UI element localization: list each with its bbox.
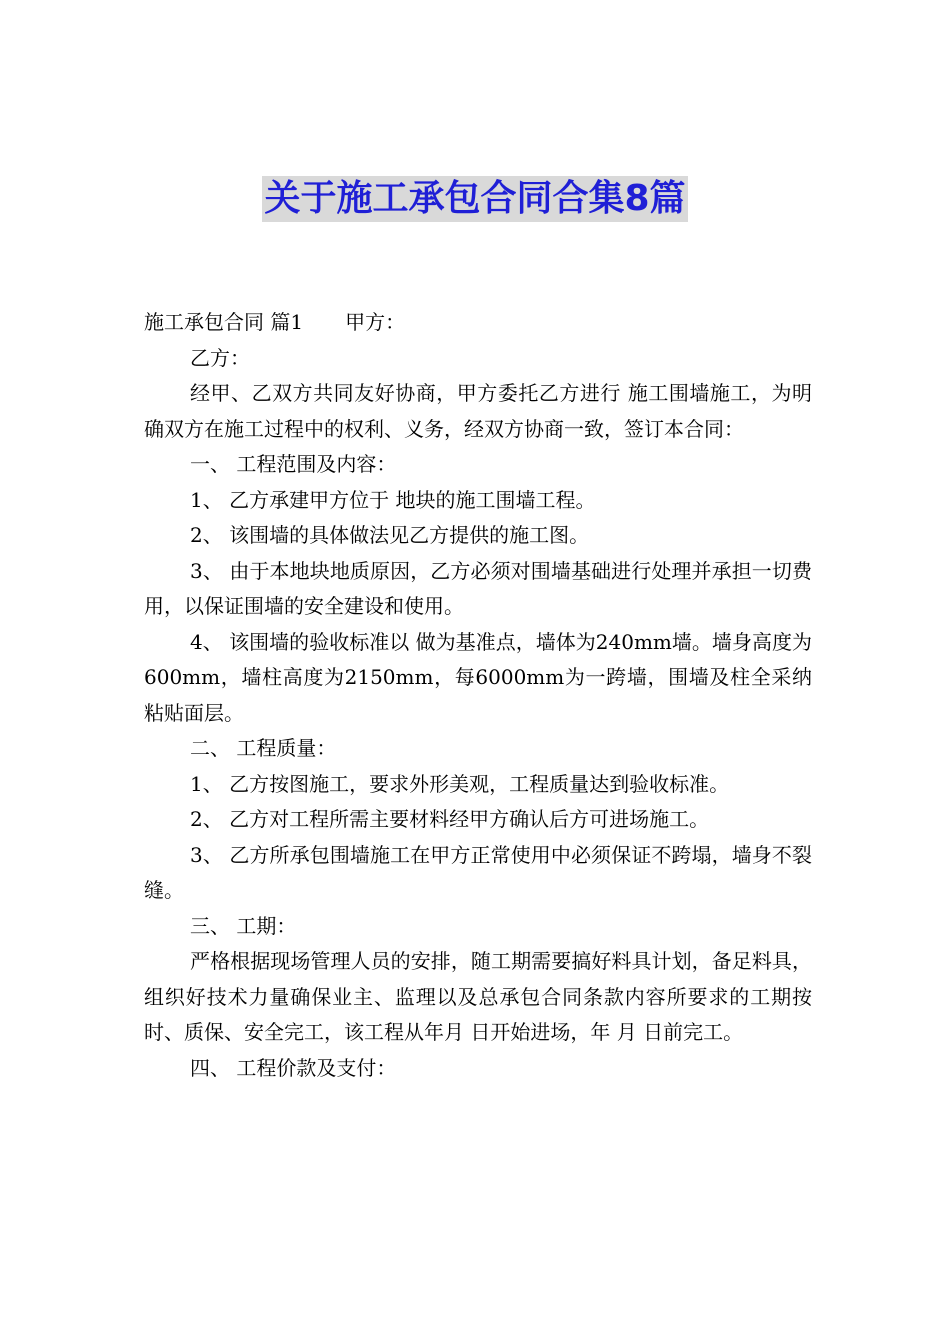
title-wrap [0, 176, 950, 222]
contract-heading: 施工承包合同 篇1 [144, 310, 304, 334]
section-heading [144, 305, 812, 341]
paragraph: 经甲、乙双方共同友好协商，甲方委托乙方进行 施工围墙施工，为明确双方在施工过程中的权利、义务，经双方协商一致，签订本合同： [144, 381, 812, 441]
paragraph: 一、 工程范围及内容： [190, 452, 397, 476]
paragraph: 2、 乙方对工程所需主要材料经甲方确认后方可进场施工。 [190, 807, 710, 831]
document-body [144, 305, 812, 1086]
party-a-label: 甲方： [345, 310, 406, 334]
paragraph: 2、 该围墙的具体做法见乙方提供的施工图。 [190, 523, 590, 547]
paragraph: 乙方： [190, 345, 250, 370]
paragraph: 3、 由于本地块地质原因，乙方必须对围墙基础进行处理并承担一切费用，以保证围墙的安全建设和使用。 [144, 558, 812, 618]
paragraph: 三、 工期： [190, 913, 297, 938]
paragraph: 1、 乙方承建甲方位于 地块的施工围墙工程。 [190, 487, 596, 512]
paragraph: 二、 工程质量： [190, 736, 337, 760]
paragraph: 严格根据现场管理人员的安排，随工期需要搞好料具计划，备足料具，组织好技术力量确保业主、监理以及总承包合同条款内容所要求的工期按时、质保、安全完工，该工程从年月 日开始进场，年 月 日前完工。 [144, 949, 812, 1044]
paragraph: 四、 工程价款及支付： [190, 1055, 397, 1080]
paragraph: 1、 乙方按图施工，要求外形美观，工程质量达到验收标准。 [190, 771, 730, 796]
paragraph: 4、 该围墙的验收标准以 做为基准点，墙体为240mm墙。墙身高度为600mm，墙柱高度为2150mm，每6000mm为一跨墙，围墙及柱全采纳 粘贴面层。 [144, 629, 812, 725]
document-title: 关于施工承包合同合集8篇 [262, 176, 687, 222]
paragraph: 3、 乙方所承包围墙施工在甲方正常使用中必须保证不跨塌，墙身不裂缝。 [144, 842, 812, 902]
